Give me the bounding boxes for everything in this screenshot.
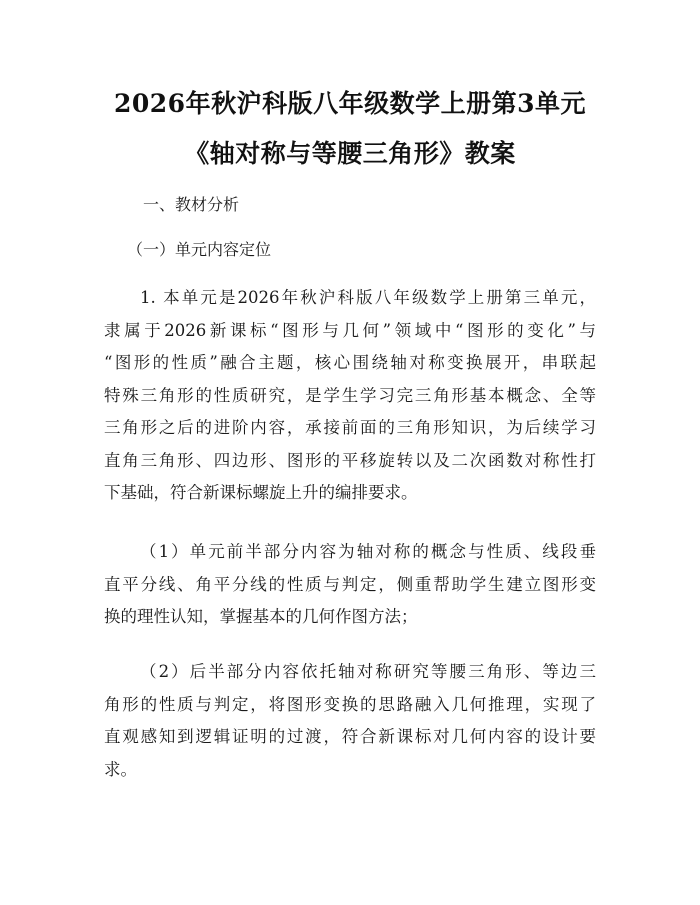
paragraph-line: 角形的性质与判定，将图形变换的思路融入几何推理，实现了 [104,694,596,714]
subsection-heading: （一）单元内容定位 [127,240,272,259]
section-heading: 一、教材分析 [143,195,240,214]
paragraph-unit-positioning [104,282,596,510]
paragraph-line: “图形的性质”融合主题，核心围绕轴对称变换展开，串联起 [104,353,596,372]
paragraph-line: 三角形之后的进阶内容，承接前面的三角形知识，为后续学习 [104,418,596,437]
paragraph-line: （2）后半部分内容依托轴对称研究等腰三角形、等边三 [140,662,596,681]
document-title-line-2: 《轴对称与等腰三角形》教案 [184,139,516,168]
paragraph-line: 下基础，符合新课标螺旋上升的编排要求。 [104,483,418,502]
paragraph-line: 求。 [104,759,137,779]
paragraph-second-half [104,656,596,786]
document-title-line-1: 2026年秋沪科版八年级数学上册第3单元 [114,89,586,118]
paragraph-line: 换的理性认知，掌握基本的几何作图方法； [104,607,418,626]
paragraph-line: （1）单元前半部分内容为轴对称的概念与性质、线段垂 [140,542,596,561]
paragraph-line: 直角三角形、四边形、图形的平移旋转以及二次函数对称性打 [104,450,596,470]
paragraph-line: 特殊三角形的性质研究，是学生学习完三角形基本概念、全等 [104,385,596,405]
paragraph-line: 1. 本单元是2026年秋沪科版八年级数学上册第三单元， [140,288,596,307]
paragraph-line: 隶属于2026新课标“图形与几何”领域中“图形的变化”与 [104,320,596,340]
paragraph-line: 直平分线、角平分线的性质与判定，侧重帮助学生建立图形变 [104,574,596,594]
paragraph-first-half [104,536,596,634]
paragraph-line: 直观感知到逻辑证明的过渡，符合新课标对几何内容的设计要 [104,727,596,746]
